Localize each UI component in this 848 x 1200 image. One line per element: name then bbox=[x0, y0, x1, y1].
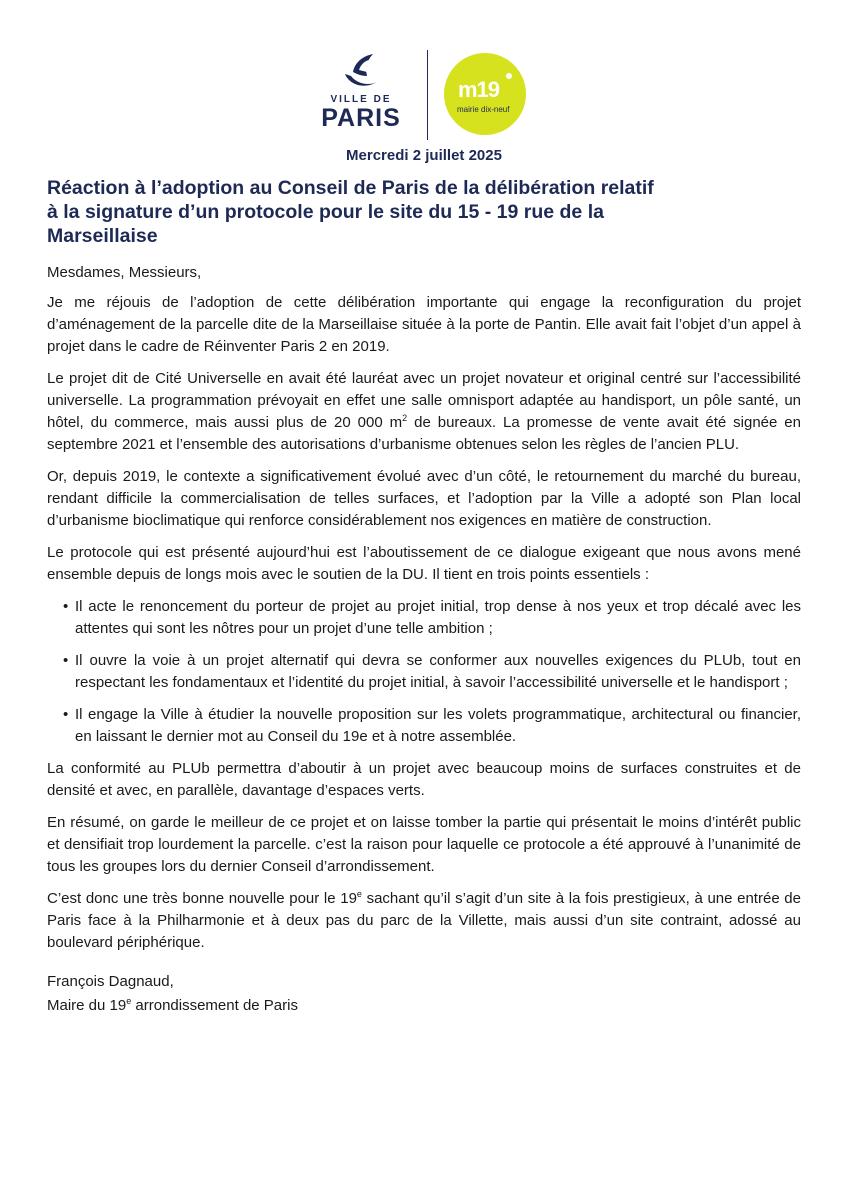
document-title: Réaction à l’adoption au Conseil de Paris de la délibération relatif à la signature d’un protocole pour le site du 15 - 19 rue de la Marseillaise bbox=[47, 177, 654, 247]
paris-ship-icon bbox=[339, 52, 383, 92]
paragraph-6: En résumé, on garde le meilleur de ce projet et on laisse tomber la partie qui présentait le moins d’intérêt public et densifiait trop lourdement la parcelle. c’est la raison pour laquelle ce protocole a été approuvé à l’unanimité de tous les groupes lors du dernier Conseil d’arrondissement. bbox=[47, 814, 801, 875]
signature-role-superscript: e bbox=[126, 996, 132, 1006]
paragraph-4: Le protocole qui est présenté aujourd’hui est l’aboutissement de ce dialogue exigeant que nous avons mené ensemble depuis de longs mois avec le soutien de la DU. Il tient en trois points essentiels : bbox=[47, 544, 801, 583]
m19-logo-subtext: mairie dix-neuf bbox=[457, 105, 510, 114]
signature-name: François Dagnaud, bbox=[47, 973, 174, 990]
signature-role bbox=[47, 994, 801, 1018]
m19-logo-dot bbox=[506, 73, 512, 79]
paragraph-5: La conformité au PLUb permettra d’aboutir à un projet avec beaucoup moins de surfaces construites et de densité et avec, en parallèle, davantage d’espaces verts. bbox=[47, 760, 801, 799]
paragraph-2-superscript: 2 bbox=[402, 413, 408, 423]
header-logos bbox=[0, 46, 848, 146]
signature-block bbox=[47, 970, 801, 1018]
document-body bbox=[47, 262, 801, 1018]
paris-logo-big-text: PARIS bbox=[321, 104, 401, 132]
mairie-19-logo bbox=[444, 53, 526, 135]
list-item bbox=[63, 650, 801, 694]
salutation: Mesdames, Messieurs, bbox=[47, 264, 202, 281]
signature-role-b: arrondissement de Paris bbox=[131, 997, 298, 1014]
list-item-text-1: Il acte le renoncement du porteur de projet au projet initial, trop dense à nos yeux et trop décalé avec les attentes qui sont les nôtres pour un projet d’une telle ambition ; bbox=[75, 598, 801, 637]
ville-de-paris-logo bbox=[318, 52, 404, 142]
press-date: Mercredi 2 juillet 2025 bbox=[346, 147, 502, 164]
paragraph-3: Or, depuis 2019, le contexte a significativement évolué avec d’un côté, le retournement du marché du bureau, rendant difficile la commercialisation de telles surfaces, et l’adoption par la Ville a adopté son Plan local d’urbanisme bioclimatique qui renforce considérablement nos exigences en matière de construction. bbox=[47, 468, 801, 529]
paragraph-2 bbox=[47, 368, 801, 456]
list-item-text-2: Il ouvre la voie à un projet alternatif qui devra se conformer aux nouvelles exigences du PLUb, tout en respectant les fondamentaux et l’identité du projet initial, à savoir l’accessibilité universelle et le handisport ; bbox=[75, 652, 801, 691]
paragraph-1: Je me réjouis de l’adoption de cette délibération importante qui engage la reconfiguration du projet d’aménagement de la parcelle dite de la Marseillaise située à la porte de Pantin. Elle avait fait l’objet d’un appel à projet dans le cadre de Réinventer Paris 2 en 2019. bbox=[47, 294, 801, 355]
paragraph-7-superscript: e bbox=[356, 889, 362, 899]
signature-role-a: Maire du 19 bbox=[47, 997, 127, 1014]
points-list bbox=[47, 596, 801, 748]
list-item-text-3: Il engage la Ville à étudier la nouvelle proposition sur les volets programmatique, architectural ou financier, en laissant le dernier mot au Conseil du 19e et à notre assemblée. bbox=[75, 706, 801, 745]
m19-logo-text: m19 bbox=[458, 77, 500, 102]
paragraph-2-text-a: Le projet dit de Cité Universelle en avait été lauréat avec un projet novateur et original centré sur l’accessibilité universelle. La programmation prévoyait en effet une salle omnisport adaptée au handisport, un pôle santé, un hôtel, du commerce, mais aussi plus de 20 000 m bbox=[47, 370, 801, 431]
bullet-icon: • bbox=[63, 652, 69, 669]
list-item bbox=[63, 596, 801, 640]
paragraph-7-text-b: sachant qu’il s’agit d’un site à la fois prestigieux, à une entrée de Paris face à la Philharmonie et à deux pas du parc de la Villette, mais aussi d’un site contraint, adossé au boulevard périphérique. bbox=[47, 890, 801, 951]
paris-logo-small-text: VILLE DE bbox=[330, 94, 392, 105]
list-item bbox=[63, 704, 801, 748]
bullet-icon: • bbox=[63, 706, 69, 723]
paragraph-2-text-b: de bureaux. La promesse de vente avait été signée en septembre 2021 et l’ensemble des autorisations d’urbanisme obtenues selon les règles de l’ancien PLU. bbox=[47, 414, 801, 453]
paragraph-7-text-a: C’est donc une très bonne nouvelle pour le 19 bbox=[47, 890, 357, 907]
bullet-icon: • bbox=[63, 598, 69, 615]
paragraph-7 bbox=[47, 888, 801, 954]
logo-divider bbox=[427, 50, 428, 140]
